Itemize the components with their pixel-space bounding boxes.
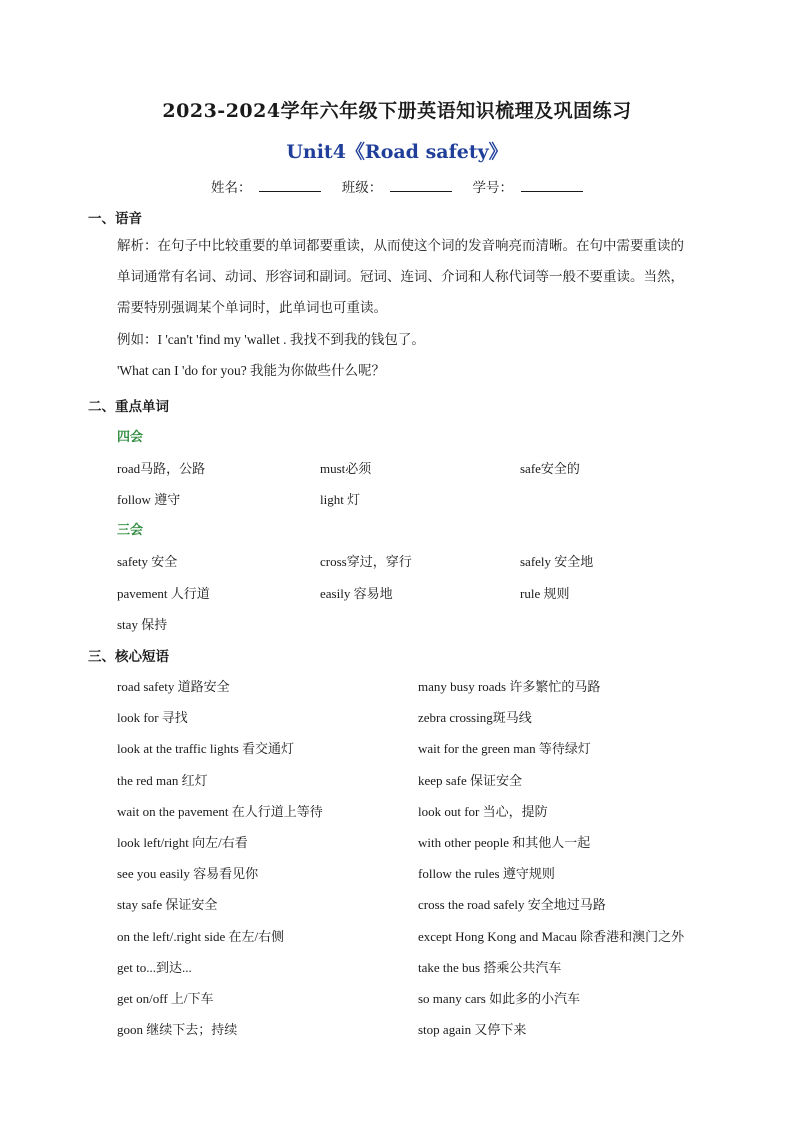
example-sentence: 'What can I 'do for you? 我能为你做些什么呢？ [117, 363, 386, 378]
explanation-line: 解析：在句子中比较重要的单词都要重读，从而使这个词的发音响亮而清晰。在句中需要重读的 [117, 238, 684, 254]
class-blank[interactable] [390, 179, 452, 192]
phrase-item: get on/off 上/下车 [117, 991, 214, 1006]
phrase-item: take the bus 搭乘公共汽车 [418, 960, 562, 975]
class-field [338, 180, 457, 196]
section-heading-key-words: 二、重点单词 [88, 399, 169, 415]
phrase-item: the red man 红灯 [117, 773, 208, 788]
explanation-line: 单词通常有名词、动词、形容词和副词。冠词、连词、介词和人称代词等一般不要重读。当然， [117, 269, 684, 285]
word-item: must必须 [320, 461, 372, 476]
class-label: 班级： [341, 180, 383, 196]
word-item: safe安全的 [520, 461, 580, 476]
word-item: light 灯 [320, 492, 361, 507]
phrase-item: look at the traffic lights 看交通灯 [117, 741, 295, 756]
student-info-line [0, 176, 794, 196]
page-title: 2023-2024学年六年级下册英语知识梳理及巩固练习 [162, 100, 632, 122]
phrase-item: stay safe 保证安全 [117, 897, 218, 912]
id-field [469, 180, 588, 196]
name-field [207, 180, 326, 196]
phrase-item: stop again 又停下来 [418, 1022, 527, 1037]
example-sentence: 例如：I 'can't 'find my 'wallet . 我找不到我的钱包了。 [117, 332, 425, 347]
id-label: 学号： [472, 180, 514, 196]
phrase-item: keep safe 保证安全 [418, 773, 522, 788]
phrase-item: get to...到达... [117, 960, 192, 975]
phrase-item: zebra crossing斑马线 [418, 710, 532, 725]
word-item: follow 遵守 [117, 492, 181, 507]
word-item: easily 容易地 [320, 586, 393, 601]
phrase-item: goon 继续下去；持续 [117, 1022, 238, 1037]
phrase-item: with other people 和其他人一起 [418, 835, 591, 850]
phrase-item: look for 寻找 [117, 710, 188, 725]
id-blank[interactable] [521, 179, 583, 192]
phrase-item: look out for 当心，提防 [418, 804, 548, 819]
phrase-item: wait on the pavement 在人行道上等待 [117, 804, 323, 819]
word-item: pavement 人行道 [117, 586, 210, 601]
phrase-item: road safety 道路安全 [117, 679, 230, 694]
word-item: rule 规则 [520, 586, 570, 601]
word-item: stay 保持 [117, 617, 168, 632]
word-item: road马路，公路 [117, 461, 206, 476]
name-blank[interactable] [259, 179, 321, 192]
word-item: safely 安全地 [520, 554, 594, 569]
section-heading-core-phrases: 三、核心短语 [88, 649, 169, 665]
phrase-item: wait for the green man 等待绿灯 [418, 741, 591, 756]
word-item: cross穿过，穿行 [320, 554, 412, 569]
phrase-item: look left/right 向左/右看 [117, 835, 248, 850]
explanation-line: 需要特别强调某个单词时，此单词也可重读。 [117, 300, 387, 316]
phrase-item: follow the rules 遵守规则 [418, 866, 555, 881]
phrase-item: except Hong Kong and Macau 除香港和澳门之外 [418, 929, 685, 944]
phrase-item: many busy roads 许多繁忙的马路 [418, 679, 601, 694]
word-item: safety 安全 [117, 554, 178, 569]
four-skill-label: 四会 [117, 430, 144, 445]
phrase-item: on the left/.right side 在左/右侧 [117, 929, 285, 944]
phrase-item: so many cars 如此多的小汽车 [418, 991, 581, 1006]
three-skill-label: 三会 [117, 523, 144, 538]
phrase-item: cross the road safely 安全地过马路 [418, 897, 606, 912]
section-heading-phonetics: 一、语音 [88, 211, 142, 227]
name-label: 姓名： [210, 180, 252, 196]
phrase-item: see you easily 容易看见你 [117, 866, 259, 881]
unit-subtitle: Unit4《Road safety》 [286, 141, 508, 163]
phonetics-explanation [117, 231, 717, 386]
